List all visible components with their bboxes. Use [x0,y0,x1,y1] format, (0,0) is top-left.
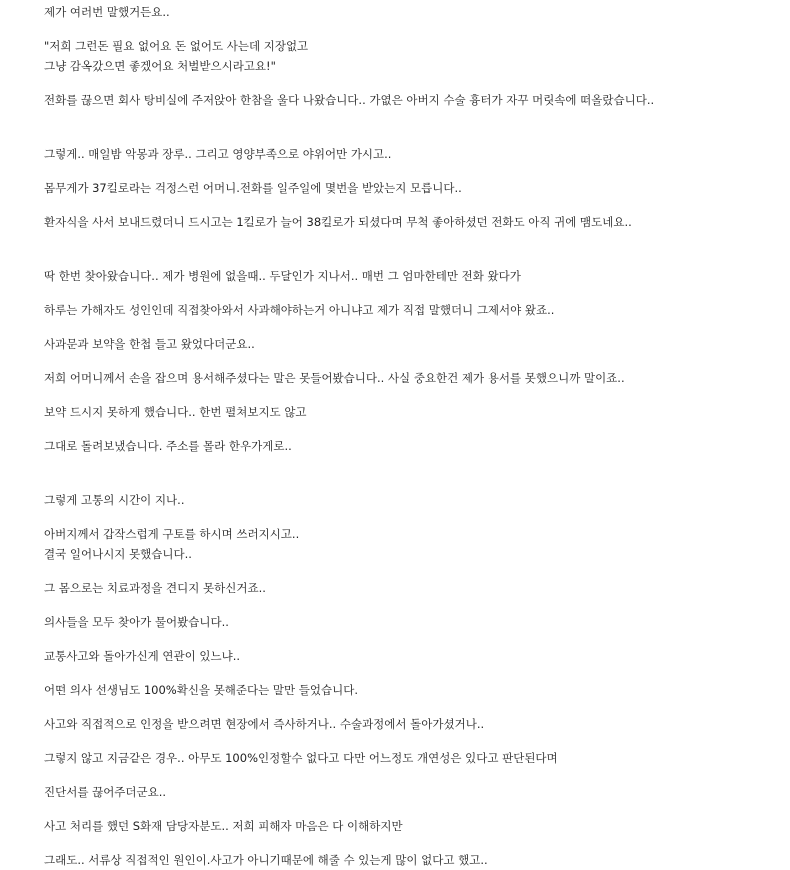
text-line: 그렇지 않고 지금같은 경우.. 아무도 100%인정할수 없다고 다만 어느정도 개연성은 있다고 판단된다며 [44,751,558,765]
text-line: 딱 한번 찾아왔습니다.. 제가 병원에 없을때.. 두달인가 지나서.. 매번 그 엄마한테만 전화 왔다가 [44,269,521,283]
paragraph-probability [44,748,784,768]
paragraph-phone-call [44,90,784,110]
text-line: 환자식을 사서 보내드렸더니 드시고는 1킬로가 늘어 38킬로가 되셨다며 무척 좋아하셨던 전화도 아직 귀에 맴도네요.. [44,215,632,229]
paragraph-returned [44,436,784,456]
paragraph-insurance [44,816,784,836]
text-line: 몸무게가 37킬로라는 걱정스런 어머니.전화를 일주일에 몇번을 받았는지 모릅니다.. [44,181,462,195]
paragraph-diagnosis [44,782,784,802]
paragraph-weight [44,178,784,198]
text-line: 진단서를 끊어주더군요.. [44,785,167,799]
paragraph-time-of-pain [44,490,784,510]
paragraph-treatment [44,578,784,598]
text-line: 전화를 끊으면 회사 탕비실에 주저앉아 한참을 울다 나왔습니다.. 가엾은 아버지 수술 흉터가 자꾸 머릿속에 떠올랐습니다.. [44,93,655,107]
paragraph-apology-letter [44,334,784,354]
text-line: 결국 일어나시지 못했습니다.. [44,547,192,561]
text-line: 그냥 감옥갔으면 좋겠어요 처벌받으시라고요!" [44,59,276,73]
text-line: 보약 드시지 못하게 했습니다.. 한번 펼쳐보지도 않고 [44,405,307,419]
text-line: 사고와 직접적으로 인정을 받으려면 현장에서 즉사하거나.. 수술과정에서 돌아가셨거나.. [44,717,485,731]
paragraph-visit-once [44,266,784,286]
paragraph-apology-request [44,300,784,320]
text-line: 사과문과 보약을 한첩 들고 왔었다더군요.. [44,337,255,351]
paragraph-patient-food [44,212,784,232]
text-line: 그래도.. 서류상 직접적인 원인이.사고가 아니기때문에 해줄 수 있는게 많이 없다고 했고.. [44,853,488,867]
paragraph-documents [44,850,784,870]
paragraph-no-certainty [44,680,784,700]
document-body [44,2,784,870]
text-line: "저희 그런돈 필요 없어요 돈 없어도 사는데 지장없고 [44,39,309,53]
paragraph-forgiveness [44,368,784,388]
text-line: 의사들을 모두 찾아가 물어봤습니다.. [44,615,229,629]
paragraph-direct-recognition [44,714,784,734]
text-line: 사고 처리를 했던 S화재 담당자분도.. 저희 피해자 마음은 다 이해하지만 [44,819,403,833]
paragraph-nightmares [44,144,784,164]
text-line: 그렇게.. 매일밤 악몽과 장루.. 그리고 영양부족으로 야위어만 가시고.. [44,147,392,161]
text-line: 하루는 가해자도 성인인데 직접찾아와서 사과해야하는거 아니냐고 제가 직접 말했더니 그제서야 왔죠.. [44,303,555,317]
text-line: 교통사고와 돌아가신게 연관이 있느냐.. [44,649,241,663]
text-line: 그렇게 고통의 시간이 지나.. [44,493,185,507]
text-line: 그 몸으로는 치료과정을 견디지 못하신거죠.. [44,581,266,595]
text-line: 어떤 의사 선생님도 100%확신을 못해준다는 말만 들었습니다. [44,683,358,697]
paragraph-quote [44,36,784,76]
paragraph-doctors [44,612,784,632]
text-line: 그대로 돌려보냈습니다. 주소를 몰라 한우가게로.. [44,439,292,453]
text-line: 아버지께서 갑작스럽게 구토를 하시며 쓰러지시고.. [44,527,300,541]
paragraph-relation [44,646,784,666]
text-line: 저희 어머니께서 손을 잡으며 용서해주셨다는 말은 못들어봤습니다.. 사실 중요한건 제가 용서를 못했으니까 말이죠.. [44,371,625,385]
paragraph-told-many-times [44,2,784,22]
paragraph-collapse [44,524,784,564]
paragraph-medicine [44,402,784,422]
text-line: 제가 여러번 말했거든요.. [44,5,170,19]
